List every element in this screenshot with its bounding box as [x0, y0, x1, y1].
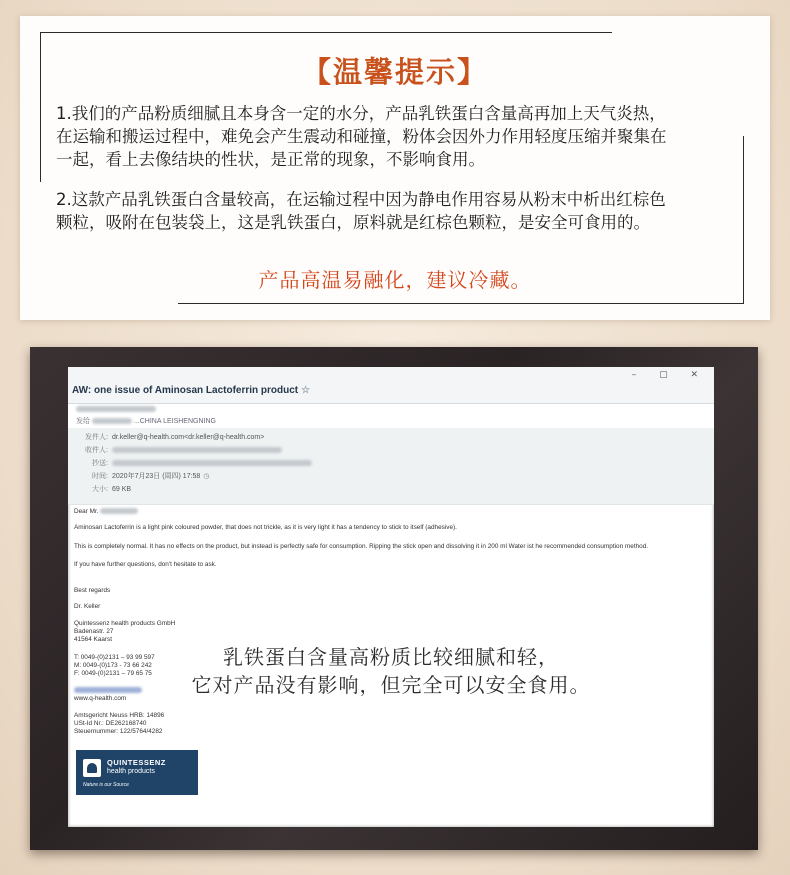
signer: Dr. Keller — [74, 603, 101, 610]
redacted-text — [112, 460, 312, 466]
notice-paragraph-1: 1.我们的产品粉质细腻且本身含一定的水分，产品乳铁蛋白含量高再加上天气炎热， 在运输和搬运过程中，难免会产生震动和碰撞，粉体会因外力作用轻度压缩并聚集在 一起，看上去像结块的性状，是正常的现象，不影响食用。 — [56, 104, 667, 169]
street: Badenastr. 27 — [74, 628, 114, 635]
sender-row: 发给 ...CHINA LEISHENGNING — [68, 404, 714, 428]
notice-paragraph-2: 2.这款产品乳铁蛋白含量较高，在运输过程中因为静电作用容易从粉末中析出红棕色 颗粒，吸附在包装袋上，这是乳铁蛋白，原料就是红棕色颗粒，是安全可食用的。 — [56, 190, 666, 232]
notice-title: 【温馨提示】 — [301, 55, 489, 89]
redacted-text — [100, 508, 138, 514]
ustid: USt-Id Nr.: DE262168740 — [74, 720, 147, 727]
time-row: 时间: 2020年7月23日 (周四) 17:58 ◷ — [92, 473, 210, 480]
greeting: Dear Mr. — [74, 507, 138, 516]
star-icon[interactable]: ☆ — [301, 385, 311, 396]
mobile: M: 0049-(0)173 - 73 66 242 — [74, 662, 152, 669]
website-link[interactable]: www.q-health.com — [74, 695, 127, 702]
city: 41564 Kaarst — [74, 636, 113, 643]
decor-line — [178, 303, 744, 304]
regards: Best regards — [74, 587, 111, 594]
email-header — [68, 428, 714, 505]
body-line-1: Aminosan Lactoferrin is a light pink coloured powder, that does not trickle, as it is very light it has a tendency to stick to itself (adhesive). — [74, 524, 457, 531]
decor-line — [40, 32, 612, 33]
redacted-text — [112, 447, 282, 453]
picture-frame — [30, 347, 758, 850]
overlay-caption: 乳铁蛋白含量高粉质比较细腻和轻， 它对产品没有影响，但完全可以安全食用。 — [191, 645, 591, 697]
redacted-text — [76, 406, 156, 412]
email-titlebar — [68, 367, 714, 404]
window-controls[interactable]: – ▢ ✕ — [631, 370, 708, 380]
email-screenshot — [68, 367, 714, 827]
storage-highlight: 产品高温易融化，建议冷藏。 — [258, 268, 532, 292]
court: Amtsgericht Neuss HRB: 14896 — [74, 712, 165, 719]
clock-icon: ◷ — [203, 473, 210, 480]
from-row: 发件人: dr.keller@q-health.com<dr.keller@q-health.com> — [85, 434, 265, 441]
body-line-2: This is completely normal. It has no effects on the product, but instead is perfectly safe for consumption. Ripping the stick open and dissolving it in 200 ml Water ist he recommended consumption method. — [74, 543, 649, 550]
cc-row: 抄送: — [76, 458, 312, 470]
decor-line — [40, 32, 41, 182]
redacted-text — [92, 418, 132, 424]
body-line-3: If you have further questions, don't hesitate to ask. — [74, 561, 217, 568]
fax: F: 0049-(0)2131 – 79 65 75 — [74, 670, 152, 677]
company-logo: QUINTESSENZ health products Nature is our Source — [76, 750, 198, 795]
notice-card — [20, 16, 770, 320]
email-subject: AW: one issue of Aminosan Lactoferrin product ☆ — [72, 385, 311, 396]
decor-line — [743, 136, 744, 304]
tax-number: Steuernummer: 122/5764/4282 — [74, 728, 163, 735]
company: Quintessenz health products GmbH — [74, 620, 176, 627]
size-row: 大小: 69 KB — [92, 486, 132, 493]
logo-icon — [83, 759, 101, 777]
to-row: 收件人: — [76, 445, 282, 457]
tel: T: 0049-(0)2131 – 93 99 597 — [74, 654, 155, 661]
